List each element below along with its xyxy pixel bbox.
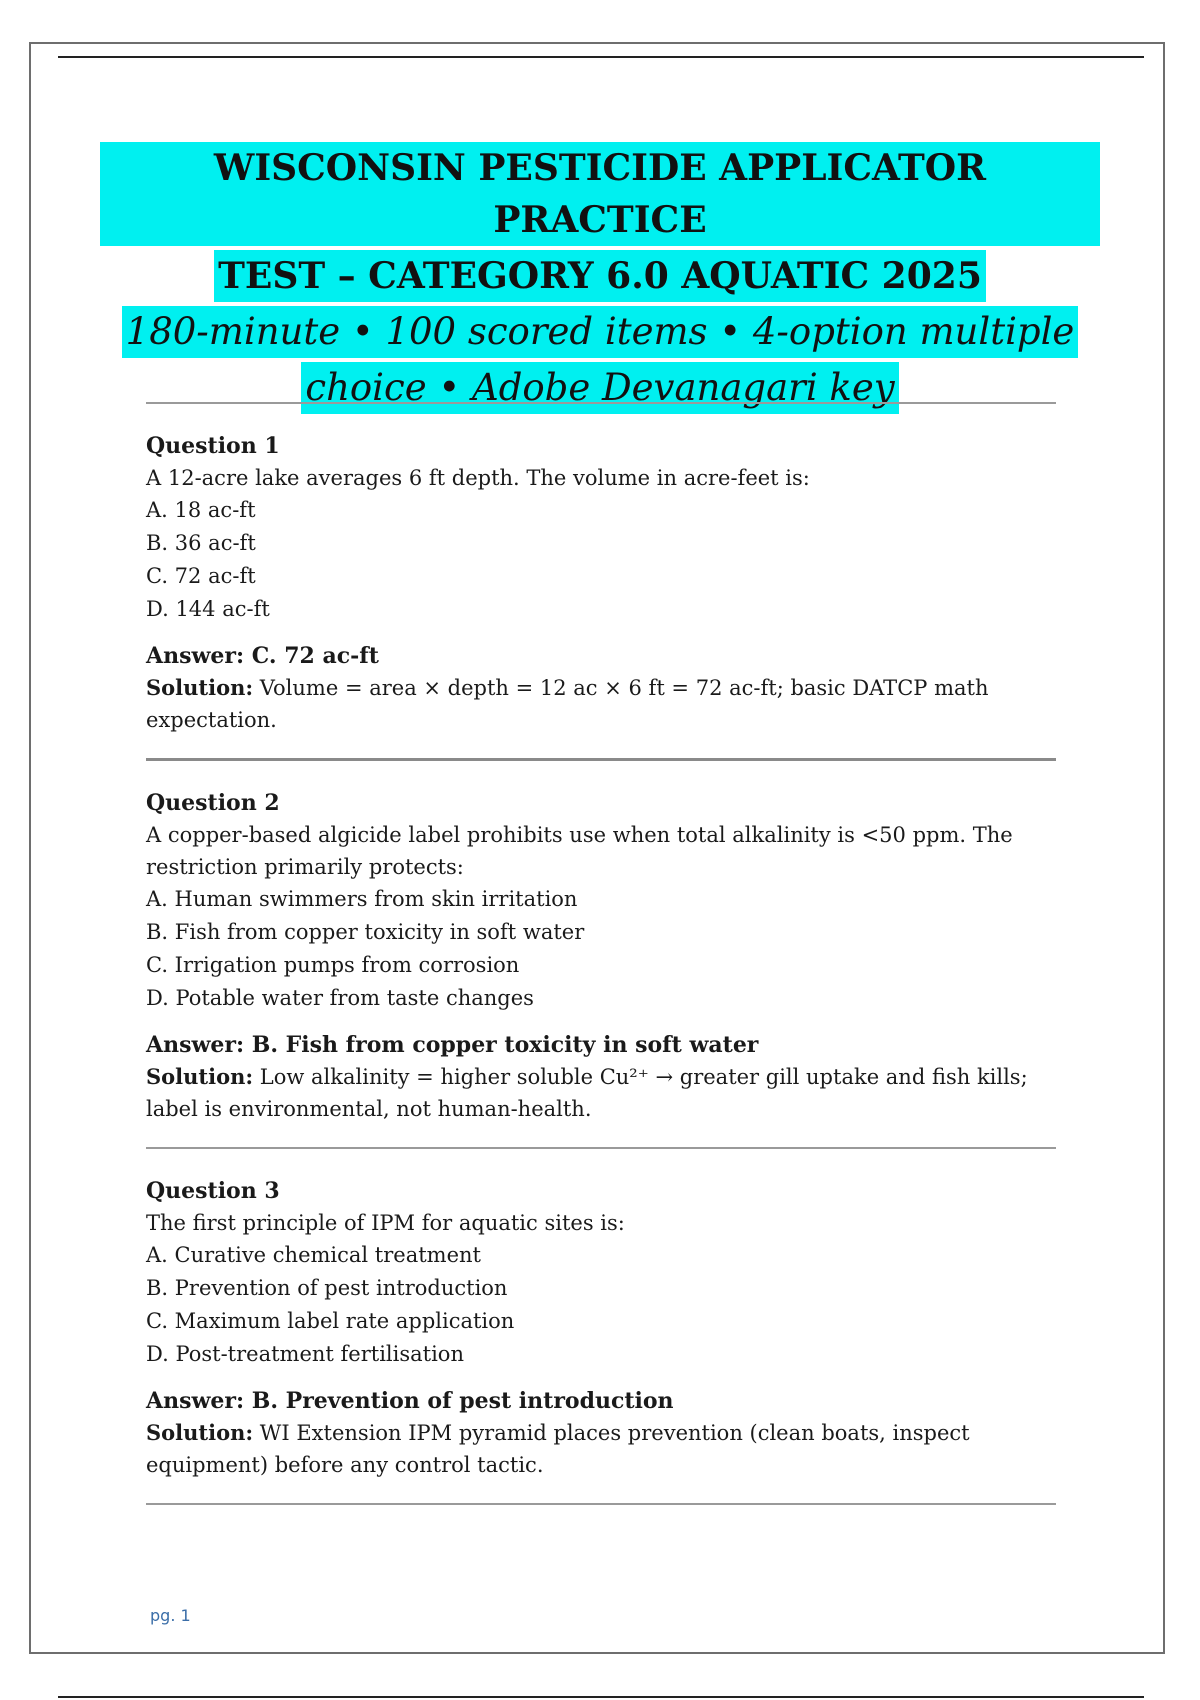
document-subtitle-line-2: choice • Adobe Devanagari key [301,362,898,414]
answer-option: B. Fish from copper toxicity in soft water [146,920,585,944]
solution [146,1061,1056,1125]
answer-option: C. Irrigation pumps from corrosion [146,953,520,977]
solution [146,1417,1056,1481]
document-title-line-2: TEST – CATEGORY 6.0 AQUATIC 2025 [214,250,986,302]
question-block [146,1149,1056,1503]
answer-option: C. 72 ac-ft [146,564,256,588]
question-heading: Question 3 [146,1178,280,1204]
document-title-line-1: WISCONSIN PESTICIDE APPLICATOR PRACTICE [100,142,1100,246]
solution-text: Volume = area × depth = 12 ac × 6 ft = 72 ac-ft; basic DATCP math expectation. [146,676,989,732]
answer-option: D. Potable water from taste changes [146,986,534,1010]
question-block [146,761,1056,1147]
solution-label: Solution: [146,1420,254,1445]
question-heading: Question 2 [146,790,280,816]
title-block [100,140,1100,416]
question-stem: A copper-based algicide label prohibits use when total alkalinity is <50 ppm. The restriction primarily protects: [146,823,1013,879]
answer-option: B. Prevention of pest introduction [146,1276,508,1300]
solution-label: Solution: [146,675,254,700]
document-subtitle-line-1: 180-minute • 100 scored items • 4-option multiple [122,306,1079,358]
answer-option: A. 18 ac-ft [146,498,256,522]
solution-text: WI Extension IPM pyramid places prevention (clean boats, inspect equipment) before any control tactic. [146,1421,970,1477]
question-stem: A 12-acre lake averages 6 ft depth. The volume in acre-feet is: [146,466,810,490]
solution-text: Low alkalinity = higher soluble Cu²⁺ → greater gill uptake and fish kills; label is environmental, not human-health. [146,1065,1028,1121]
answer-option: D. 144 ac-ft [146,597,270,621]
question-list [146,402,1056,1505]
next-page-rule [58,1696,1144,1698]
answer-key: Answer: C. 72 ac-ft [146,643,379,669]
answer-key: Answer: B. Prevention of pest introduction [146,1388,674,1414]
answer-option: D. Post-treatment fertilisation [146,1342,464,1366]
question-heading: Question 1 [146,433,280,459]
answer-key: Answer: B. Fish from copper toxicity in soft water [146,1032,759,1058]
section-divider [146,1503,1056,1505]
answer-option: A. Human swimmers from skin irritation [146,887,578,911]
answer-option: B. 36 ac-ft [146,531,256,555]
solution [146,672,1056,736]
page-number: pg. 1 [150,1606,191,1625]
header-rule [58,56,1144,58]
question-block [146,404,1056,758]
solution-label: Solution: [146,1064,254,1089]
answer-option: A. Curative chemical treatment [146,1243,481,1267]
question-stem: The first principle of IPM for aquatic sites is: [146,1211,625,1235]
answer-option: C. Maximum label rate application [146,1309,515,1333]
